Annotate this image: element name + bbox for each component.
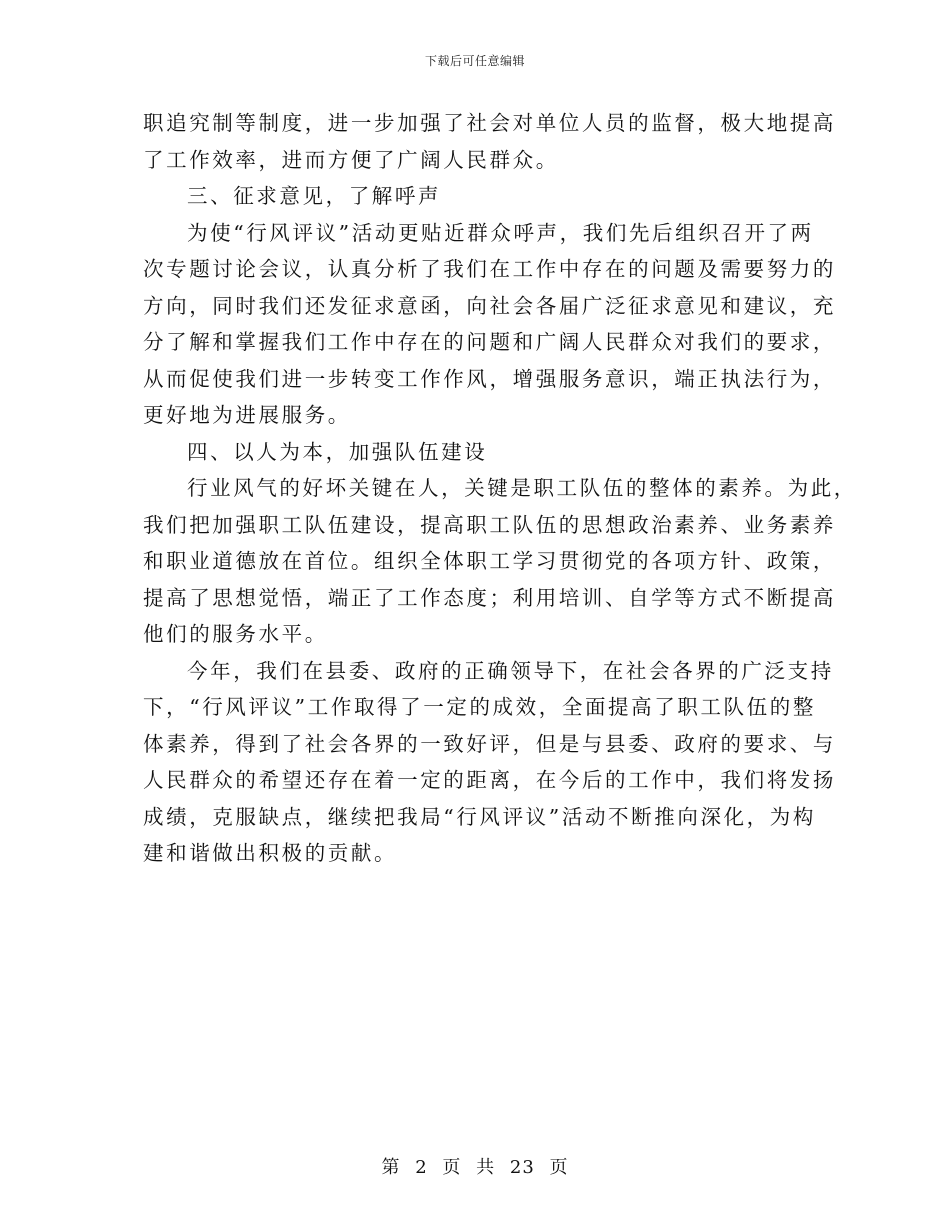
text-line: 三、征求意见，了解呼声 (187, 184, 442, 208)
text-line: 人民群众的希望还存在着一定的距离，在今后的工作中，我们将发扬 (143, 768, 836, 792)
footer-prefix: 第 (381, 1157, 401, 1178)
page-header-note: 下载后可任意编辑 (424, 54, 525, 68)
footer-total-pages: 23 (509, 1157, 535, 1178)
footer-total-label: 共 (476, 1157, 496, 1178)
text-line: 更好地为进展服务。 (143, 403, 351, 427)
text-line: 体素养，得到了社会各界的一致好评，但是与县委、政府的要求、与 (143, 731, 836, 756)
text-line: 今年，我们在县委、政府的正确领导下，在社会各界的广泛支持 (187, 658, 834, 683)
text-line: 下，“行风评议”工作取得了一定的成效，全面提高了职工队伍的整 (143, 695, 816, 719)
text-line: 他们的服务水平。 (143, 622, 328, 646)
document-body (143, 105, 857, 872)
text-line: 行业风气的好坏关键在人，关键是职工队伍的整体的素养。为此， (187, 476, 857, 500)
footer-suffix: 页 (549, 1157, 569, 1178)
footer-page-word: 页 (442, 1157, 462, 1178)
text-line: 次专题讨论会议，认真分析了我们在工作中存在的问题及需要努力的 (143, 257, 836, 281)
text-line: 分了解和掌握我们工作中存在的问题和广阔人民群众对我们的要求， (143, 330, 836, 354)
text-line: 方向，同时我们还发征求意函，向社会各届广泛征求意见和建议，充 (143, 293, 836, 318)
text-line: 了工作效率，进而方便了广阔人民群众。 (143, 147, 559, 172)
text-line: 和职业道德放在首位。组织全体职工学习贯彻党的各项方针、政策， (143, 549, 836, 573)
text-line: 我们把加强职工队伍建设，提高职工队伍的思想政治素养、业务素养 (143, 512, 836, 537)
page-footer (0, 1153, 950, 1179)
text-line: 四、以人为本，加强队伍建设 (187, 439, 488, 464)
text-line: 成绩，克服缺点，继续把我局“行风评议”活动不断推向深化，为构 (143, 804, 816, 829)
text-line: 提高了思想觉悟，端正了工作态度；利用培训、自学等方式不断提高 (143, 585, 836, 610)
text-line: 建和谐做出积极的贡献。 (143, 841, 398, 865)
text-line: 从而促使我们进一步转变工作作风，增强服务意识，端正执法行为， (143, 366, 836, 391)
text-line: 为使“行风评议”活动更贴近群众呼声，我们先后组织召开了两 (187, 220, 814, 245)
text-line: 职追究制等制度，进一步加强了社会对单位人员的监督，极大地提高 (143, 111, 836, 135)
footer-page-number: 2 (415, 1157, 428, 1178)
